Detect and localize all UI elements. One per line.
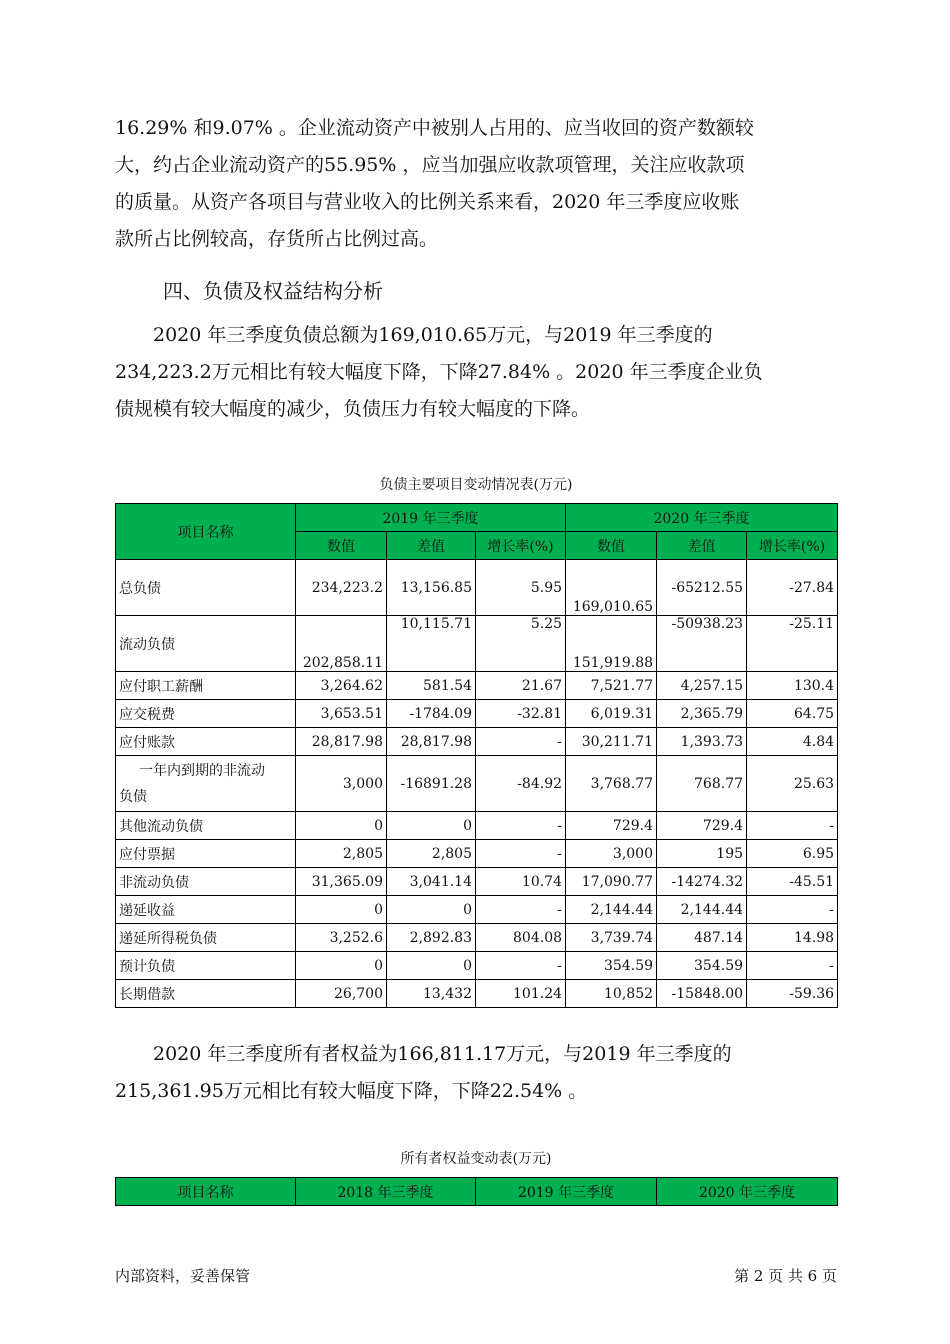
cell: 202,858.11 [296, 616, 387, 672]
cell: - [476, 952, 566, 980]
cell: - [747, 812, 838, 840]
cell: 28,817.98 [387, 728, 476, 756]
table-row [116, 896, 838, 924]
text-line: 大，约占企业流动资产的55.95% ，应当加强应收款项管理，关注应收款项 [115, 154, 745, 176]
cell: 4.84 [747, 728, 838, 756]
cell: 151,919.88 [566, 616, 657, 672]
table-row [116, 868, 838, 896]
row-label-line1: 一年内到期的非流动 [139, 762, 265, 779]
header-2019: 2019 年三季度 [476, 1178, 657, 1206]
cell: 729.4 [566, 812, 657, 840]
cell: -25.11 [747, 616, 838, 672]
text-line: 2020 年三季度负债总额为169,010.65万元，与2019 年三季度的 [153, 324, 713, 346]
table-caption-liabilities: 负债主要项目变动情况表(万元) [379, 477, 573, 493]
table-row [116, 840, 838, 868]
cell: 28,817.98 [296, 728, 387, 756]
footer-page-number: 第 2 页 共 6 页 [734, 1267, 837, 1285]
header-growth-2020: 增长率(%) [747, 532, 838, 560]
cell: 3,252.6 [296, 924, 387, 952]
row-label: 流动负债 [116, 616, 296, 672]
cell: 354.59 [566, 952, 657, 980]
row-label-line2: 负债 [119, 788, 147, 805]
text-line: 215,361.95万元相比有较大幅度下降，下降22.54% 。 [115, 1080, 588, 1102]
row-label: 递延收益 [116, 896, 296, 924]
cell: 3,264.62 [296, 672, 387, 700]
cell: 4,257.15 [657, 672, 747, 700]
header-2019: 2019 年三季度 [296, 504, 566, 532]
cell: 14.98 [747, 924, 838, 952]
cell: 21.67 [476, 672, 566, 700]
cell: 0 [387, 952, 476, 980]
cell: -84.92 [476, 756, 566, 812]
row-label: 非流动负债 [116, 868, 296, 896]
header-item-name: 项目名称 [116, 1178, 296, 1206]
cell: 3,739.74 [566, 924, 657, 952]
header-2020: 2020 年三季度 [566, 504, 838, 532]
cell: 1,393.73 [657, 728, 747, 756]
cell: 10,115.71 [387, 616, 476, 672]
cell: 2,805 [296, 840, 387, 868]
cell: 130.4 [747, 672, 838, 700]
cell: 2,365.79 [657, 700, 747, 728]
header-2020: 2020 年三季度 [657, 1178, 838, 1206]
cell: 0 [296, 812, 387, 840]
cell: - [476, 896, 566, 924]
equity-table [115, 1177, 838, 1206]
row-label: 应付票据 [116, 840, 296, 868]
cell: 5.25 [476, 616, 566, 672]
cell: 2,805 [387, 840, 476, 868]
cell: 729.4 [657, 812, 747, 840]
text-line: 的质量。从资产各项目与营业收入的比例关系来看，2020 年三季度应收账 [115, 191, 740, 213]
table-row [116, 560, 838, 616]
cell: - [747, 952, 838, 980]
cell: -50938.23 [657, 616, 747, 672]
row-label: 应付职工薪酬 [116, 672, 296, 700]
text-line: 款所占比例较高，存货所占比例过高。 [115, 228, 439, 250]
cell: -1784.09 [387, 700, 476, 728]
cell: 0 [296, 896, 387, 924]
cell: -45.51 [747, 868, 838, 896]
cell: 0 [296, 952, 387, 980]
paragraph-asset-analysis [115, 110, 837, 258]
cell: -15848.00 [657, 980, 747, 1008]
paragraph-equity-summary [115, 1036, 837, 1110]
section-heading: 四、负债及权益结构分析 [163, 279, 383, 303]
table-row [116, 980, 838, 1008]
cell: -16891.28 [387, 756, 476, 812]
cell: - [476, 840, 566, 868]
cell: 17,090.77 [566, 868, 657, 896]
cell: -32.81 [476, 700, 566, 728]
cell: -65212.55 [657, 560, 747, 616]
cell: - [747, 896, 838, 924]
row-label: 长期借款 [116, 980, 296, 1008]
row-label: 应付账款 [116, 728, 296, 756]
cell: 101.24 [476, 980, 566, 1008]
row-label: 其他流动负债 [116, 812, 296, 840]
table-caption-equity: 所有者权益变动表(万元) [400, 1151, 552, 1167]
cell: 3,768.77 [566, 756, 657, 812]
cell: 804.08 [476, 924, 566, 952]
cell: 30,211.71 [566, 728, 657, 756]
cell: 3,000 [296, 756, 387, 812]
row-label: 总负债 [116, 560, 296, 616]
paragraph-liability-summary [115, 317, 837, 428]
row-label [116, 756, 296, 812]
text-line: 2020 年三季度所有者权益为166,811.17万元，与2019 年三季度的 [153, 1043, 732, 1065]
cell: 487.14 [657, 924, 747, 952]
cell: 169,010.65 [566, 560, 657, 616]
header-value-2019: 数值 [296, 532, 387, 560]
header-value-2020: 数值 [566, 532, 657, 560]
row-label: 应交税费 [116, 700, 296, 728]
table-row [116, 672, 838, 700]
cell: 6,019.31 [566, 700, 657, 728]
cell: -27.84 [747, 560, 838, 616]
cell: 2,144.44 [566, 896, 657, 924]
table-row [116, 700, 838, 728]
cell: 10.74 [476, 868, 566, 896]
cell: -59.36 [747, 980, 838, 1008]
cell: 6.95 [747, 840, 838, 868]
cell: 354.59 [657, 952, 747, 980]
cell: 5.95 [476, 560, 566, 616]
row-label: 递延所得税负债 [116, 924, 296, 952]
table-row [116, 728, 838, 756]
cell: 195 [657, 840, 747, 868]
row-label: 预计负债 [116, 952, 296, 980]
cell: 581.54 [387, 672, 476, 700]
cell: 3,041.14 [387, 868, 476, 896]
cell: 2,144.44 [657, 896, 747, 924]
header-item-name: 项目名称 [116, 504, 296, 560]
cell: 3,000 [566, 840, 657, 868]
table-row [116, 924, 838, 952]
table-row [116, 616, 838, 672]
cell: 64.75 [747, 700, 838, 728]
cell: 13,432 [387, 980, 476, 1008]
liabilities-table [115, 503, 838, 1008]
cell: 31,365.09 [296, 868, 387, 896]
table-row [116, 756, 838, 812]
cell: 234,223.2 [296, 560, 387, 616]
footer-confidential-note: 内部资料，妥善保管 [115, 1267, 251, 1285]
cell: 26,700 [296, 980, 387, 1008]
text-line: 234,223.2万元相比有较大幅度下降，下降27.84% 。2020 年三季度企业负 [115, 361, 763, 383]
header-diff-2019: 差值 [387, 532, 476, 560]
header-2018: 2018 年三季度 [296, 1178, 476, 1206]
cell: -14274.32 [657, 868, 747, 896]
table-row [116, 952, 838, 980]
cell: 7,521.77 [566, 672, 657, 700]
cell: 0 [387, 896, 476, 924]
cell: 0 [387, 812, 476, 840]
cell: - [476, 812, 566, 840]
cell: 25.63 [747, 756, 838, 812]
text-line: 16.29% 和9.07% 。企业流动资产中被别人占用的、应当收回的资产数额较 [115, 117, 754, 139]
cell: 3,653.51 [296, 700, 387, 728]
cell: 2,892.83 [387, 924, 476, 952]
cell: - [476, 728, 566, 756]
header-diff-2020: 差值 [657, 532, 747, 560]
text-line: 债规模有较大幅度的减少，负债压力有较大幅度的下降。 [115, 398, 591, 420]
table-row [116, 812, 838, 840]
cell: 768.77 [657, 756, 747, 812]
header-growth-2019: 增长率(%) [476, 532, 566, 560]
cell: 13,156.85 [387, 560, 476, 616]
cell: 10,852 [566, 980, 657, 1008]
